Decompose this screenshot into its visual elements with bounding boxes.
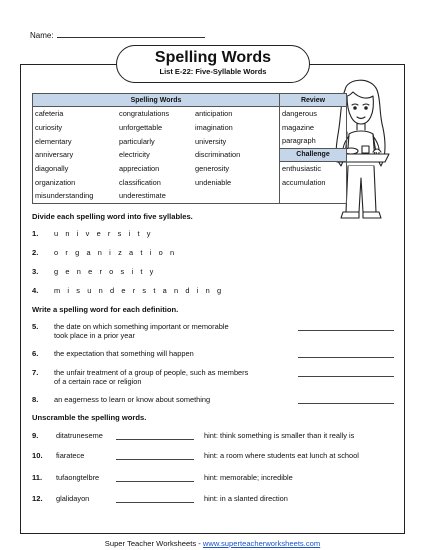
definition-text: the unfair treatment of a group of people, such as members — [54, 368, 249, 377]
question-number: 12. — [32, 494, 43, 503]
answer-line[interactable] — [116, 459, 194, 460]
word-cell: university — [195, 136, 227, 146]
section-definition-title: Write a spelling word for each definition. — [32, 305, 179, 314]
section-unscramble-title: Unscramble the spelling words. — [32, 413, 147, 422]
word-cell: anticipation — [195, 109, 233, 119]
question-number: 5. — [32, 322, 39, 331]
syllable-word: u n i v e r s i t y — [54, 229, 154, 238]
question-number: 9. — [32, 431, 39, 440]
answer-line[interactable] — [298, 330, 394, 331]
question-number: 11. — [32, 473, 43, 482]
review-word: dangerous — [280, 107, 347, 121]
definition-text: the date on which something important or memorable — [54, 322, 229, 331]
word-cell: congratulations — [119, 109, 170, 119]
answer-line[interactable] — [116, 481, 194, 482]
answer-line[interactable] — [116, 502, 194, 503]
word-cell: electricity — [119, 150, 150, 160]
scrambled-word: tufaongtelbre — [56, 473, 100, 482]
syllable-word: g e n e r o s i t y — [54, 267, 156, 276]
word-cell: discrimination — [195, 150, 241, 160]
question-number: 1. — [32, 229, 39, 238]
hint-text: hint: memorable; incredible — [204, 473, 293, 482]
name-field[interactable] — [30, 30, 205, 40]
name-label: Name: — [30, 31, 54, 40]
word-cell: underestimate — [117, 189, 193, 203]
word-cell: classification — [119, 177, 161, 187]
hint-text: hint: a room where students eat lunch at school — [204, 451, 359, 460]
answer-line[interactable] — [298, 403, 394, 404]
definition-text: the expectation that something will happen — [54, 349, 194, 358]
challenge-word: accumulation — [280, 176, 347, 190]
definition-text-line2: of a certain race or religion — [54, 377, 142, 386]
word-cell: curiosity — [33, 121, 118, 135]
page-title: Spelling Words — [154, 49, 272, 66]
review-header: Review — [280, 94, 347, 107]
question-number: 6. — [32, 349, 39, 358]
hint-text: hint: think something is smaller than it really is — [204, 431, 355, 440]
hint-text: hint: in a slanted direction — [204, 494, 288, 503]
name-blank[interactable] — [57, 30, 205, 38]
word-cell — [193, 189, 280, 203]
word-cell: particularly — [119, 136, 155, 146]
challenge-empty — [280, 189, 347, 203]
review-word: magazine — [280, 121, 347, 135]
title-box — [116, 45, 310, 83]
answer-line[interactable] — [116, 439, 194, 440]
word-cell: unforgettable — [119, 122, 163, 132]
scrambled-word: ditatruneseme — [56, 431, 103, 440]
word-cell: diagonally — [33, 162, 118, 176]
question-number: 2. — [32, 248, 39, 257]
challenge-word: enthusiastic — [280, 162, 347, 176]
footer-link[interactable]: www.superteacherworksheets.com — [202, 539, 321, 548]
question-number: 8. — [32, 395, 39, 404]
word-cell: generosity — [195, 164, 230, 173]
word-cell: cafeteria — [33, 107, 118, 121]
word-cell: imagination — [195, 122, 233, 132]
word-cell: appreciation — [119, 164, 160, 173]
question-number: 10. — [32, 451, 43, 460]
word-cell: anniversary — [33, 148, 118, 162]
word-cell: undeniable — [195, 177, 232, 187]
word-cell: misunderstanding — [33, 189, 118, 203]
footer — [0, 539, 425, 548]
definition-text-line2: took place in a prior year — [54, 331, 135, 340]
scrambled-word: glalidayon — [56, 494, 90, 503]
syllable-word: o r g a n i z a t i o n — [54, 248, 177, 257]
definition-text: an eagerness to learn or know about something — [54, 395, 211, 404]
review-word: paragraph — [280, 134, 347, 148]
word-cell: elementary — [33, 134, 118, 148]
syllable-word: m i s u n d e r s t a n d i n g — [54, 286, 224, 295]
scrambled-word: fiaratece — [56, 451, 85, 460]
spelling-words-header: Spelling Words — [33, 94, 280, 107]
spelling-word-table — [32, 93, 347, 204]
challenge-header: Challenge — [280, 148, 347, 162]
section-divide-title: Divide each spelling word into five syllables. — [32, 212, 193, 221]
question-number: 4. — [32, 286, 39, 295]
answer-line[interactable] — [298, 357, 394, 358]
footer-text: Super Teacher Worksheets - — [104, 539, 203, 548]
answer-line[interactable] — [298, 376, 394, 377]
word-cell: organization — [33, 176, 118, 190]
question-number: 3. — [32, 267, 39, 276]
page-subtitle: List E-22: Five-Syllable Words — [159, 67, 267, 76]
question-number: 7. — [32, 368, 39, 377]
